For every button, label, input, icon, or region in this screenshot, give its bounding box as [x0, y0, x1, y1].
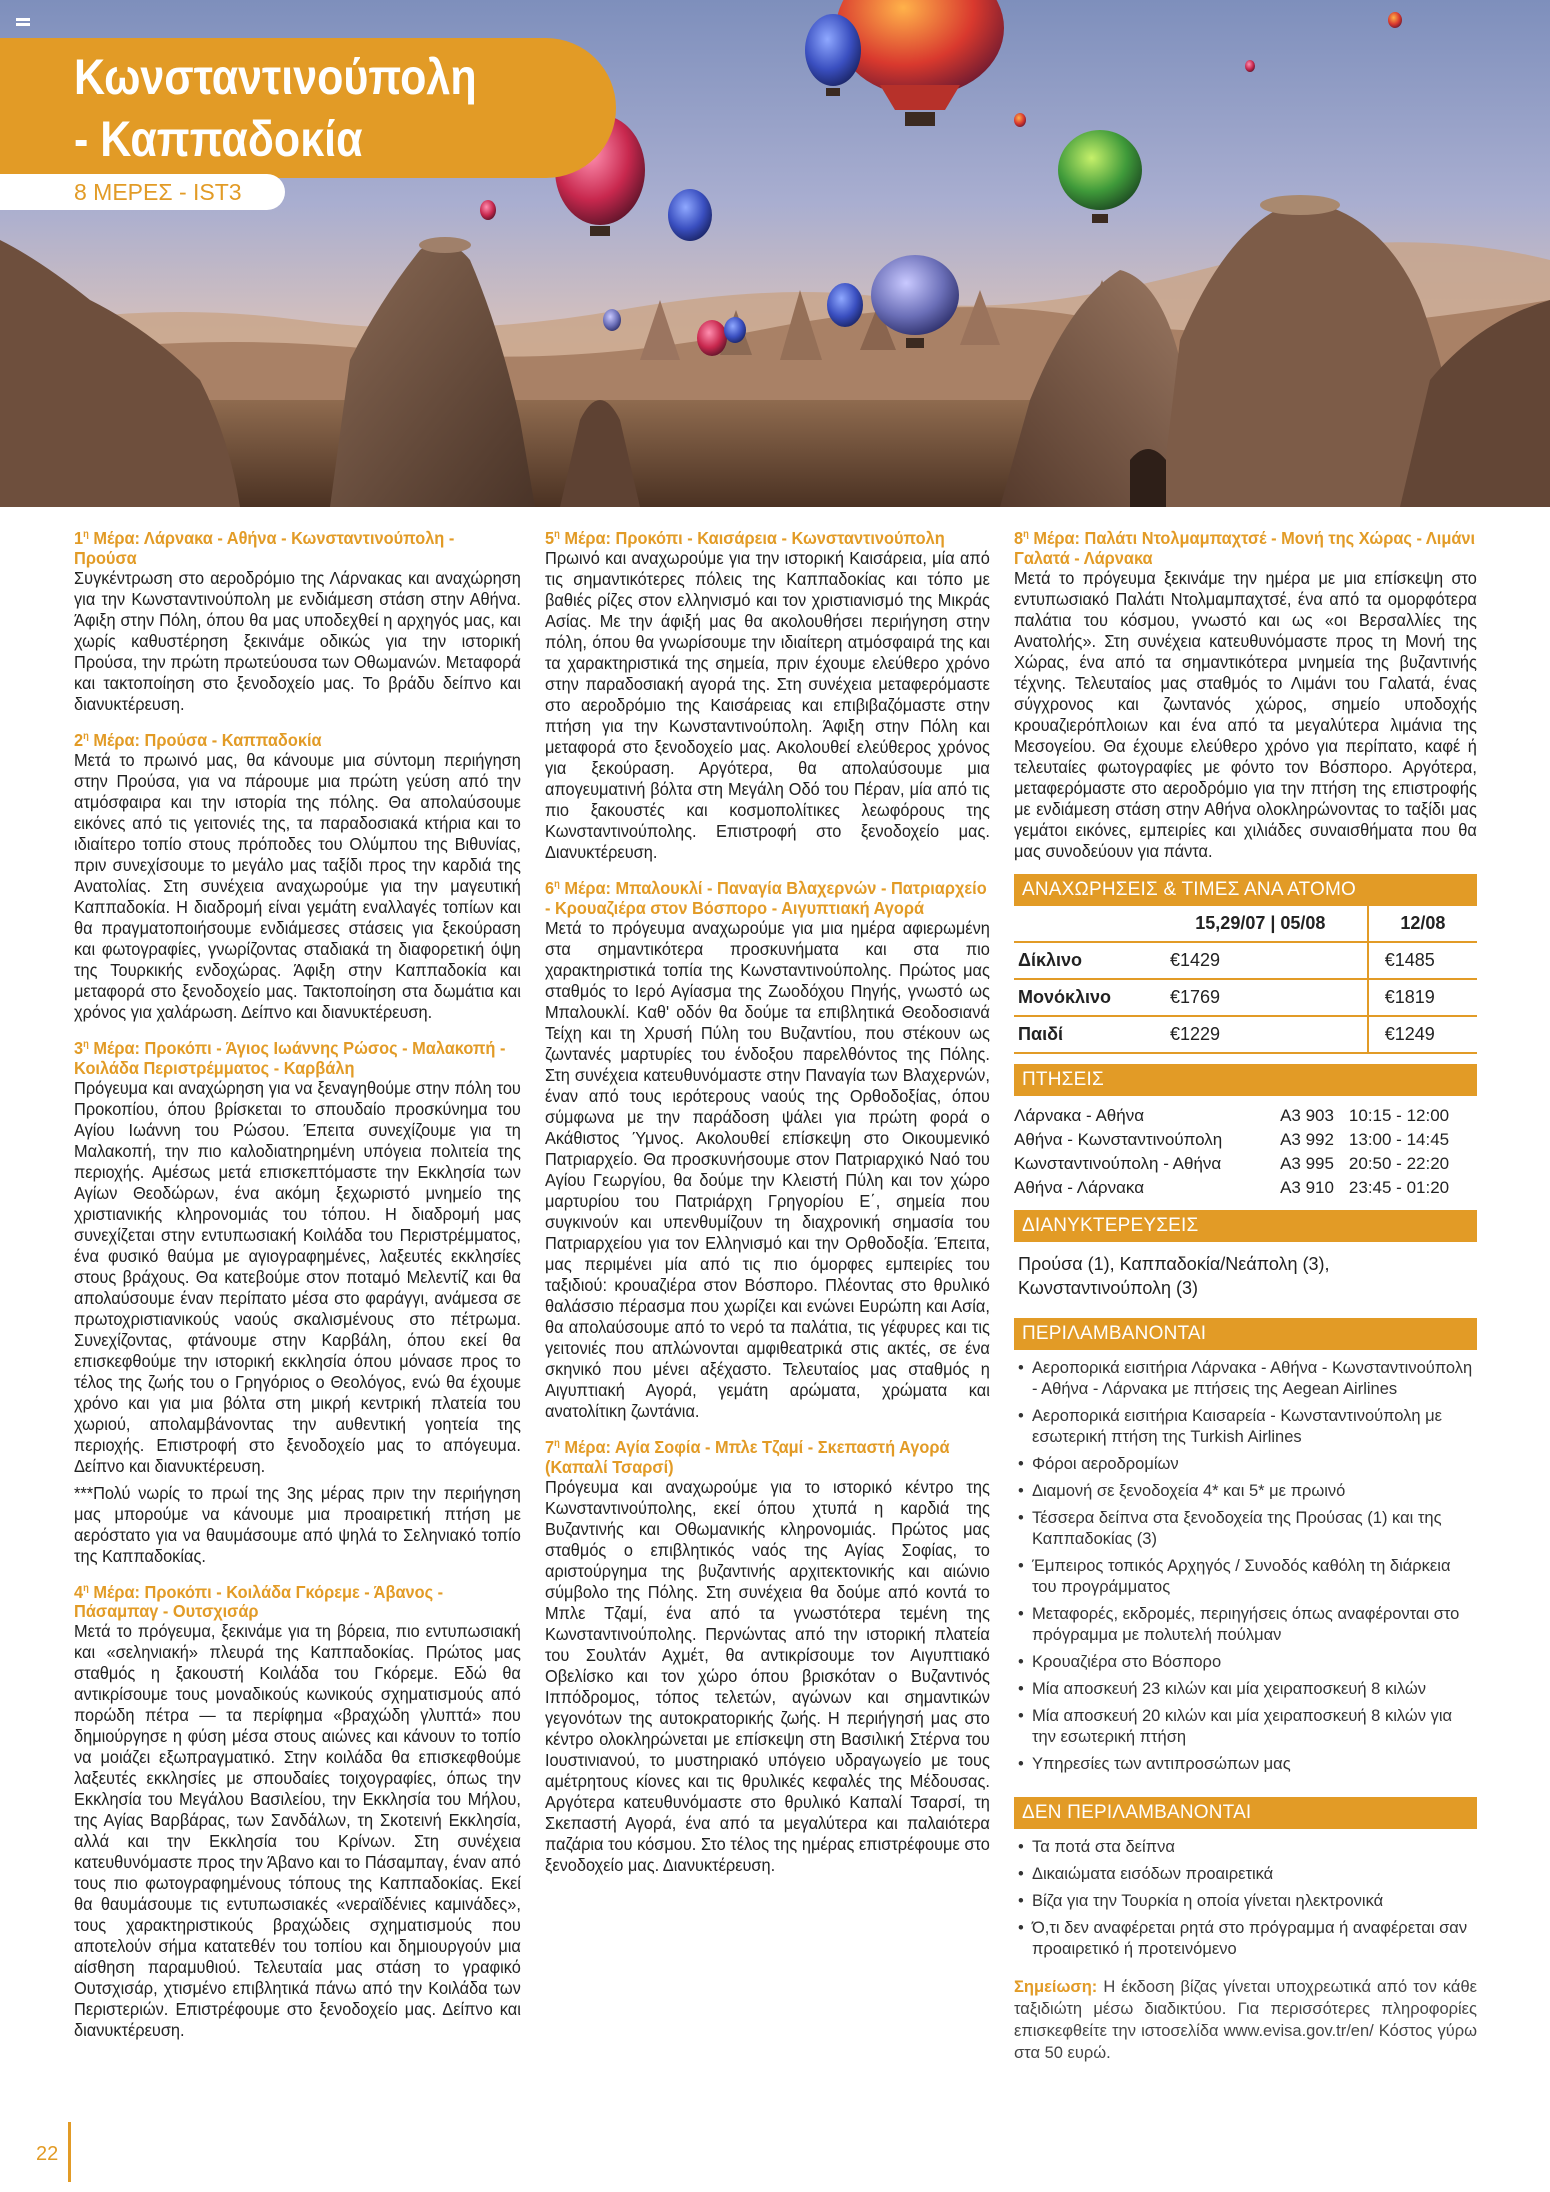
list-item: • Ό,τι δεν αναφέρεται ρητά στο πρόγραμμα ή αναφέρεται σαν προαιρετικό ή προτεινόμενο	[1018, 1918, 1473, 1960]
stays-box	[1014, 1210, 1477, 1308]
day-title: $1^\eta$ Μέρα: Λάρνακα - Αθήνα - Κωνσταντινούπολη - Προύσα	[74, 527, 455, 568]
column-3	[1014, 525, 1477, 2064]
page-title	[74, 46, 540, 170]
day-5	[545, 525, 990, 863]
list-item: • Δικαιώματα εισόδων προαιρετικά	[1018, 1864, 1473, 1885]
prices-heading: ΑΝΑΧΩΡΗΣΕΙΣ & ΤΙΜΕΣ ΑΝΑ ΑΤΟΜΟ	[1014, 874, 1477, 906]
day-body: Πρόγευμα και αναχώρηση για να ξεναγηθούμε στην πόλη του Προκοπίου, όπου βρίσκεται το σπουδαίο προσκύνημα του Αγίου Ιωάννη του Ρώσου. Έπειτα συνεχίζουμε για τη Μαλακοπή, την πιο καλοδιατηρημένη υπόγεια πολιτεία της περιοχής. Αμέσως μετά επισκεπτόμαστε την Εκκλησία των Αγίων Θεοδώρων, ένα ακόμη ξεχωριστό μνημείο της χριστιανικής κληρονομιάς του τόπου. Η διαδρομή μας συνεχίζεται στην εντυπωσιακή Κοιλάδα του Περιστρέμματος, ένα φυσικό θαύμα με αγιογραφημένες, λαξευτές εκκλησίες στους βράχους. Θα κατεβούμε στον ποταμό Μελεντίζ και θα απολαύσουμε έναν περίπατο μέσα στο φαράγγι, ανάμεσα σε πρωτοχριστιανικούς ναούς σκαλισμένους στο πέτρωμα. Συνεχίζοντας, φτάνουμε στην Καρβάλη, όπου εκεί θα επισκεφθούμε την ιστορική εκκλησία όπου μόνασε προς το τέλος της ζωής του ο Γρηγόριος ο Θεολόγος, ενώ θα έχουμε χρόνο και για μια βόλτα στη μικρή κεντρική πλατεία του χωριού, απολαμβάνοντας την αυθεντική γοητεία της περιοχής. Επιστροφή στο ξενοδοχείο μας το απόγευμα. Δείπνο και διανυκτέρευση.	[74, 1077, 521, 1476]
list-item: • Αεροπορικά εισιτήρια Καισαρεία - Κωνσταντινούπολη με εσωτερική πτήση της Turkish Airlines	[1018, 1406, 1473, 1448]
table-row: Παιδί €1229 €1249	[1014, 1016, 1477, 1053]
list-item: • Μία αποσκευή 23 κιλών και μία χειραποσκευή 8 κιλών	[1018, 1679, 1473, 1700]
flights-table	[1014, 1104, 1477, 1200]
list-item: • Αεροπορικά εισιτήρια Λάρνακα - Αθήνα - Κωνσταντινούπολη - Αθήνα - Λάρνακα με πτήσεις της Aegean Airlines	[1018, 1358, 1473, 1400]
included-list	[1014, 1350, 1477, 1787]
balloon-note: ***Πολύ νωρίς το πρωί της 3ης μέρας πριν την περιήγηση μας μπορούμε να κάνουμε μια προαιρετική πτήση με αερόστατο για να θαυμάσουμε από ψηλά το Σεληνιακό τοπίο της Καππαδοκίας.	[74, 1482, 521, 1566]
day-title: $7^\eta$ Μέρα: Αγία Σοφία - Μπλε Τζαμί - Σκεπαστή Αγορά (Καπαλί Τσαρσί)	[545, 1436, 950, 1477]
day-title: $8^\eta$ Μέρα: Παλάτι Ντολμαμπαχτσέ - Μονή της Χώρας - Λιμάνι Γαλατά - Λάρνακα	[1014, 527, 1476, 568]
day-3	[74, 1035, 521, 1567]
list-item: • Τα ποτά στα δείπνα	[1018, 1837, 1473, 1858]
list-item: • Κρουαζιέρα στο Βόσπορο	[1018, 1652, 1473, 1673]
prices-header-row	[1014, 906, 1477, 942]
day-body: Πρόγευμα και αναχωρούμε για το ιστορικό κέντρο της Κωνσταντινούπολης, εκεί όπου χτυπά η καρδιά της Βυζαντινής και Οθωμανικής κληρονομιάς. Πρώτος μας σταθμός ο επιβλητικός ναός της Αγίας Σοφίας, το αριστούργημα της βυζαντινής αρχιτεκτονικής και αιώνιο σύμβολο της Πόλης. Στη συνέχεια θα δούμε από κοντά το Μπλε Τζαμί, ένα από τα γνωστότερα τεμένη της Κωνσταντινούπολης. Περνώντας από την ιστορική πλατεία του Σουλτάν Αχμέτ, θα αντικρίσουμε τον Αιγυπτιακό Οβελίσκο και τον χώρο όπου βρισκόταν ο Βυζαντινός Ιππόδρομος, τόπος τελετών, αγώνων και σημαντικών γεγονότων της αυτοκρατορικής ζωής. Η περιήγησή μας στο κέντρο ολοκληρώνεται με επίσκεψη στη Βασιλική Στέρνα του Ιουστινιανού, το μυστηριακό υπόγειο υδραγωγείο με τους αμέτρητους κίονες και τις θρυλικές κεφαλές της Μέδουσας. Αργότερα κατευθυνόμαστε στο θρυλικό Καπαλί Τσαρσί, τη Σκεπαστή Αγορά, ένα από τα μεγαλύτερα και παλαιότερα παζάρια του κόσμου. Στο τέλος της ημέρας επιστρέφουμε στο ξενοδοχείο μας. Διανυκτέρευση.	[545, 1476, 990, 1875]
table-row: Κωνσταντινούπολη - Αθήνα A3 995 20:50 - 22:20	[1014, 1154, 1450, 1174]
column-1	[74, 525, 521, 2053]
list-item: • Φόροι αεροδρομίων	[1018, 1454, 1473, 1475]
list-item: • Μία αποσκευή 20 κιλών και μία χειραποσκευή 8 κιλών για την εσωτερική πτήση	[1018, 1706, 1473, 1748]
table-row: Αθήνα - Κωνσταντινούπολη A3 992 13:00 - 14:45	[1014, 1130, 1450, 1150]
day-4	[74, 1579, 521, 2042]
prices-col-2: 12/08	[1368, 906, 1477, 942]
included-box	[1014, 1318, 1477, 1787]
table-row: Δίκλινο €1429 €1485	[1014, 942, 1477, 979]
table-row: Μονόκλινο €1769 €1819	[1014, 979, 1477, 1016]
title-banner	[0, 38, 616, 178]
visa-note	[1014, 1976, 1477, 2064]
column-2	[545, 525, 990, 1888]
list-item: • Τέσσερα δείπνα στα ξενοδοχεία της Προύσας (1) και της Καππαδοκίας (3)	[1018, 1508, 1473, 1550]
title-line-1: Κωνσταντινούπολη	[74, 49, 477, 105]
day-7	[545, 1434, 990, 1876]
day-title: $3^\eta$ Μέρα: Προκόπι - Άγιος Ιωάννης Ρώσος - Μαλακοπή - Κοιλάδα Περιστρέμματος - Καρβάλη	[74, 1037, 506, 1078]
day-8	[1014, 525, 1477, 862]
menu-icon	[16, 18, 30, 26]
stays-heading: ΔΙΑΝΥΚΤΕΡΕΥΣΕΙΣ	[1014, 1210, 1477, 1242]
not-included-box	[1014, 1797, 1477, 1972]
list-item: • Υπηρεσίες των αντιπροσώπων μας	[1018, 1754, 1473, 1775]
day-1	[74, 525, 521, 715]
day-6	[545, 875, 990, 1422]
list-item: • Μεταφορές, εκδρομές, περιηγήσεις όπως αναφέρονται στο πρόγραμμα με πολυτελή πούλμαν	[1018, 1604, 1473, 1646]
prices-col-1: 15,29/07 | 05/08	[1154, 906, 1368, 942]
day-body: Συγκέντρωση στο αεροδρόμιο της Λάρνακας και αναχώρηση για την Κωνσταντινούπολη με ενδιάμεση στάση στην Αθήνα. Άφιξη στην Πόλη, όπου θα μας υποδεχθεί η αρχηγός μας, και χωρίς καθυστέρηση ξεκινάμε οδικώς για την ιστορική Προύσα, την πρώτη πρωτεύουσα των Οθωμανών. Μεταφορά και τακτοποίηση στο ξενοδοχείο μας. Το βράδυ δείπνο και διανυκτέρευση.	[74, 567, 521, 714]
note-text: Η έκδοση βίζας γίνεται υποχρεωτικά από τον κάθε ταξιδιώτη μέσω διαδικτύου. Για περισσότερες πληροφορίες επισκεφθείτε την ιστοσελίδα www.evisa.gov.tr/en/ Κόστος γύρω στα 50 ευρώ.	[1014, 1977, 1477, 2062]
list-item: • Βίζα για την Τουρκία η οποία γίνεται ηλεκτρονικά	[1018, 1891, 1473, 1912]
day-body: Πρωινό και αναχωρούμε για την ιστορική Καισάρεια, μία από τις σημαντικότερες πόλεις της Καππαδοκίας και τόπο με βαθιές ρίζες στον ελληνισμό και τον χριστιανισμό της Μικράς Ασίας. Με την άφιξή μας θα ακολουθήσει περιήγηση στην πόλη, όπου θα γνωρίσουμε την ιδιαίτερη ατμόσφαιρά της και τα χαρακτηριστικά της σημεία, πριν έχουμε ελεύθερο χρόνο στην παραδοσιακή αγορά της. Στη συνέχεια μεταφερόμαστε στο αεροδρόμιο της Καισάρειας και επιβιβαζόμαστε στην πτήση για την Κωνσταντινούπολη. Άφιξη στην Πόλη και μεταφορά στο ξενοδοχείο μας. Ακολουθεί ελεύθερος χρόνος για ξεκούραση. Αργότερα, θα απολαύσουμε μια απογευματινή βόλτα στη Μεγάλη Οδό του Πέραν, μία από τις πιο ξακουστές και κοσμοπολίτικες λεωφόρους της Κωνσταντινούπολης. Επιστροφή στο ξενοδοχείο μας. Διανυκτέρευση.	[545, 547, 990, 862]
footer-divider	[68, 2122, 71, 2182]
table-row: Λάρνακα - Αθήνα A3 903 10:15 - 12:00	[1014, 1106, 1450, 1126]
day-title: $4^\eta$ Μέρα: Προκόπι - Κοιλάδα Γκόρεμε - Άβανος - Πάσαμπαγ - Ουτσχισάρ	[74, 1581, 444, 1622]
prices-table	[1014, 906, 1477, 1054]
flights-heading: ΠΤΗΣΕΙΣ	[1014, 1064, 1477, 1096]
title-line-2: - Καππαδοκία	[74, 111, 363, 167]
day-title: $5^\eta$ Μέρα: Προκόπι - Καισάρεια - Κωνσταντινούπολη	[545, 527, 945, 548]
note-label: Σημείωση:	[1014, 1977, 1098, 1996]
day-title: $6^\eta$ Μέρα: Μπαλουκλί - Παναγία Βλαχερνών - Πατριαρχείο - Κρουαζιέρα στον Βόσπορο - Αιγυπτιακή Αγορά	[545, 877, 987, 918]
day-body: Μετά το πρόγευμα ξεκινάμε την ημέρα με μια επίσκεψη στο εντυπωσιακό Παλάτι Ντολμαμπαχτσέ, ένα από τα ομορφότερα παλάτια του κόσμου, γνωστό και ως «οι Βερσαλλίες της Ανατολής». Στη συνέχεια κατευθυνόμαστε προς τη Μονή της Χώρας, ένα από τα σημαντικότερα μνημεία της βυζαντινής τέχνης. Τελευταίος μας σταθμός το Λιμάνι του Γαλατά, ένας σύγχρονος και ζωντανός χώρος, σημείο υποδοχής κρουαζιερόπλοιων και ένα από τα μεγαλύτερα λιμάνια της Μεσογείου. Θα έχουμε ελεύθερο χρόνο για περίπατο, καφέ ή τελευταίες φωτογραφίες με φόντο τον Βόσπορο. Αργότερα, μεταφερόμαστε στο αεροδρόμιο για την πτήση της επιστροφής με ενδιάμεση στάση στην Αθήνα ολοκληρώνοντας το ταξίδι μας γεμάτοι εικόνες, εμπειρίες και χιλιάδες συναισθήματα που θα μας συνοδεύουν για πάντα.	[1014, 567, 1477, 861]
table-row: Αθήνα - Λάρνακα A3 910 23:45 - 01:20	[1014, 1178, 1450, 1198]
not-included-heading: ΔΕΝ ΠΕΡΙΛΑΜΒΑΝΟΝΤΑΙ	[1014, 1797, 1477, 1829]
list-item: • Έμπειρος τοπικός Αρχηγός / Συνοδός καθόλη τη διάρκεια του προγράμματος	[1018, 1556, 1473, 1598]
prices-box	[1014, 874, 1477, 1054]
day-body: Μετά το πρωινό μας, θα κάνουμε μια σύντομη περιήγηση στην Προύσα, για να πάρουμε μια πρώτη γεύση από την ατμόσφαιρα και την ιστορία της πόλης. Θα απολαύσουμε εικόνες από τις γειτονιές της, τα παραδοσιακά κτήρια και το ιδιαίτερο τοπίο στους πρόποδες του Ολύμπου της Βιθυνίας, πριν συνεχίσουμε το μεγάλο μας ταξίδι προς την καρδιά της Ανατολίας. Στη συνέχεια αναχωρούμε για την μαγευτική Καππαδοκία. Η διαδρομή είναι γεμάτη εναλλαγές τοπίων και θα πραγματοποιήσουμε ενδιάμεσες στάσεις για ξεκούραση και φωτογραφίες, γνωρίζοντας σταδιακά τη διαφορετική όψη της Τουρκικής ενδοχώρας. Άφιξη στην Καππαδοκία και μεταφορά στο ξενοδοχείο μας. Τακτοποίηση στα δωμάτια και χρόνος για χαλάρωση. Δείπνο και διανυκτέρευση.	[74, 749, 521, 1022]
not-included-list	[1014, 1829, 1477, 1972]
hero-image	[0, 0, 1550, 507]
list-item: • Διαμονή σε ξενοδοχεία 4* και 5* με πρωινό	[1018, 1481, 1473, 1502]
tour-code: 8 ΜΕΡΕΣ - IST3	[0, 174, 285, 210]
included-heading: ΠΕΡΙΛΑΜΒΑΝΟΝΤΑΙ	[1014, 1318, 1477, 1350]
stays-text: Προύσα (1), Καππαδοκία/Νεάπολη (3), Κωνσταντινούπολη (3)	[1018, 1253, 1330, 1298]
day-2	[74, 727, 521, 1023]
flights-box	[1014, 1064, 1477, 1200]
page-number: 22	[36, 2143, 59, 2165]
day-body: Μετά το πρόγευμα αναχωρούμε για μια ημέρα αφιερωμένη στα σημαντικότερα προσκυνήματα και στα πιο χαρακτηριστικά τοπία της Κωνσταντινούπολης. Πρώτος μας σταθμός το Ιερό Αγίασμα της Ζωοδόχου Πηγής, γνωστό ως Μπαλουκλί. Καθ' οδόν θα δούμε τα επιβλητικά Θεοδοσιανά Τείχη και τη Χρυσή Πύλη του Βυζαντίου, που στέκουν ως ζωντανές μαρτυρίες του ένδοξου παρελθόντος της Πόλης. Στη συνέχεια κατευθυνόμαστε στην Παναγία των Βλαχερνών, έναν από τους ιερότερους ναούς της Ορθοδοξίας, όπου σύμφωνα με την παράδοση ψάλει για πρώτη φορά ο Ακάθιστος Ύμνος. Ακολουθεί επίσκεψη στο Οικουμενικό Πατριαρχείο. Θα προσκυνήσουμε στον Πατριαρχικό Ναό του Αγίου Γεωργίου, θα δούμε την Κλειστή Πύλη και τον χώρο μαρτυρίου του Πατριάρχη Γρηγορίου Ε΄, σημεία που συγκινούν και υπενθυμίζουν τη διαχρονική σημασία του Πατριαρχείου για τον Ελληνισμό και την Ορθοδοξία. Έπειτα, μας περιμένει μία από τις πιο όμορφες εμπειρίες του ταξιδιού: κρουαζιέρα στον Βόσπορο. Πλέοντας στο θρυλικό θαλάσσιο πέρασμα που χωρίζει και ενώνει Ευρώπη και Ασία, θα απολαύσουμε από το νερό τα παλάτια, τις γέφυρες και τις γειτονιές που απλώνονται αμφιθεατρικά στις ακτές, σε ένα σκηνικό που μένει αξέχαστο. Τελευταίος μας σταθμός η Αιγυπτιακή Αγορά, γεμάτη αρώματα, χρώματα και ανατολίτικη ζωντάνια.	[545, 917, 990, 1421]
day-title: $2^\eta$ Μέρα: Προύσα - Καππαδοκία	[74, 729, 322, 750]
day-body: Μετά το πρόγευμα, ξεκινάμε για τη βόρεια, πιο εντυπωσιακή και «σεληνιακή» πλευρά της Καππαδοκίας. Πρώτος μας σταθμός η ξακουστή Κοιλάδα του Γκόρεμε. Εδώ θα αντικρίσουμε τους μοναδικούς κωνικούς σχηματισμούς από πορώδη πέτρα — τα περίφημα «βραχώδη γλυπτά» που δημιούργησε η φύση μέσα στους αιώνες και κάνουν το τοπίο να μοιάζει εξωπραγματικό. Στην κοιλάδα θα επισκεφθούμε λαξευτές εκκλησίες με σπουδαίες τοιχογραφίες, όπως την Εκκλησία του Μεγάλου Βασιλείου, την Εκκλησία του Μήλου, της Αγίας Βαρβάρας, των Σανδάλων, τη Σκοτεινή Εκκλησία, αλλά και την Εκκλησία του Κρίνων. Στη συνέχεια κατευθυνόμαστε προς την Άβανο και το Πάσαμπαγ, έναν από τους πιο φωτογραφημένους τόπους της Καππαδοκίας. Εκεί θα θαυμάσουμε τις εντυπωσιακές «νεραϊδένιες καμινάδες», τους χαρακτηριστικούς βραχώδεις σχηματισμούς που αποτελούν σήμα κατατεθέν του τοπίου και δημιουργούν μια αίσθηση παραμυθιού. Τελευταία μας στάση το γραφικό Ουτσχισάρ, χτισμένο επιβλητικά πάνω από την Κοιλάδα των Περιστεριών. Επιστρέφουμε στο ξενοδοχείο μας. Δείπνο και διανυκτέρευση.	[74, 1621, 521, 2041]
